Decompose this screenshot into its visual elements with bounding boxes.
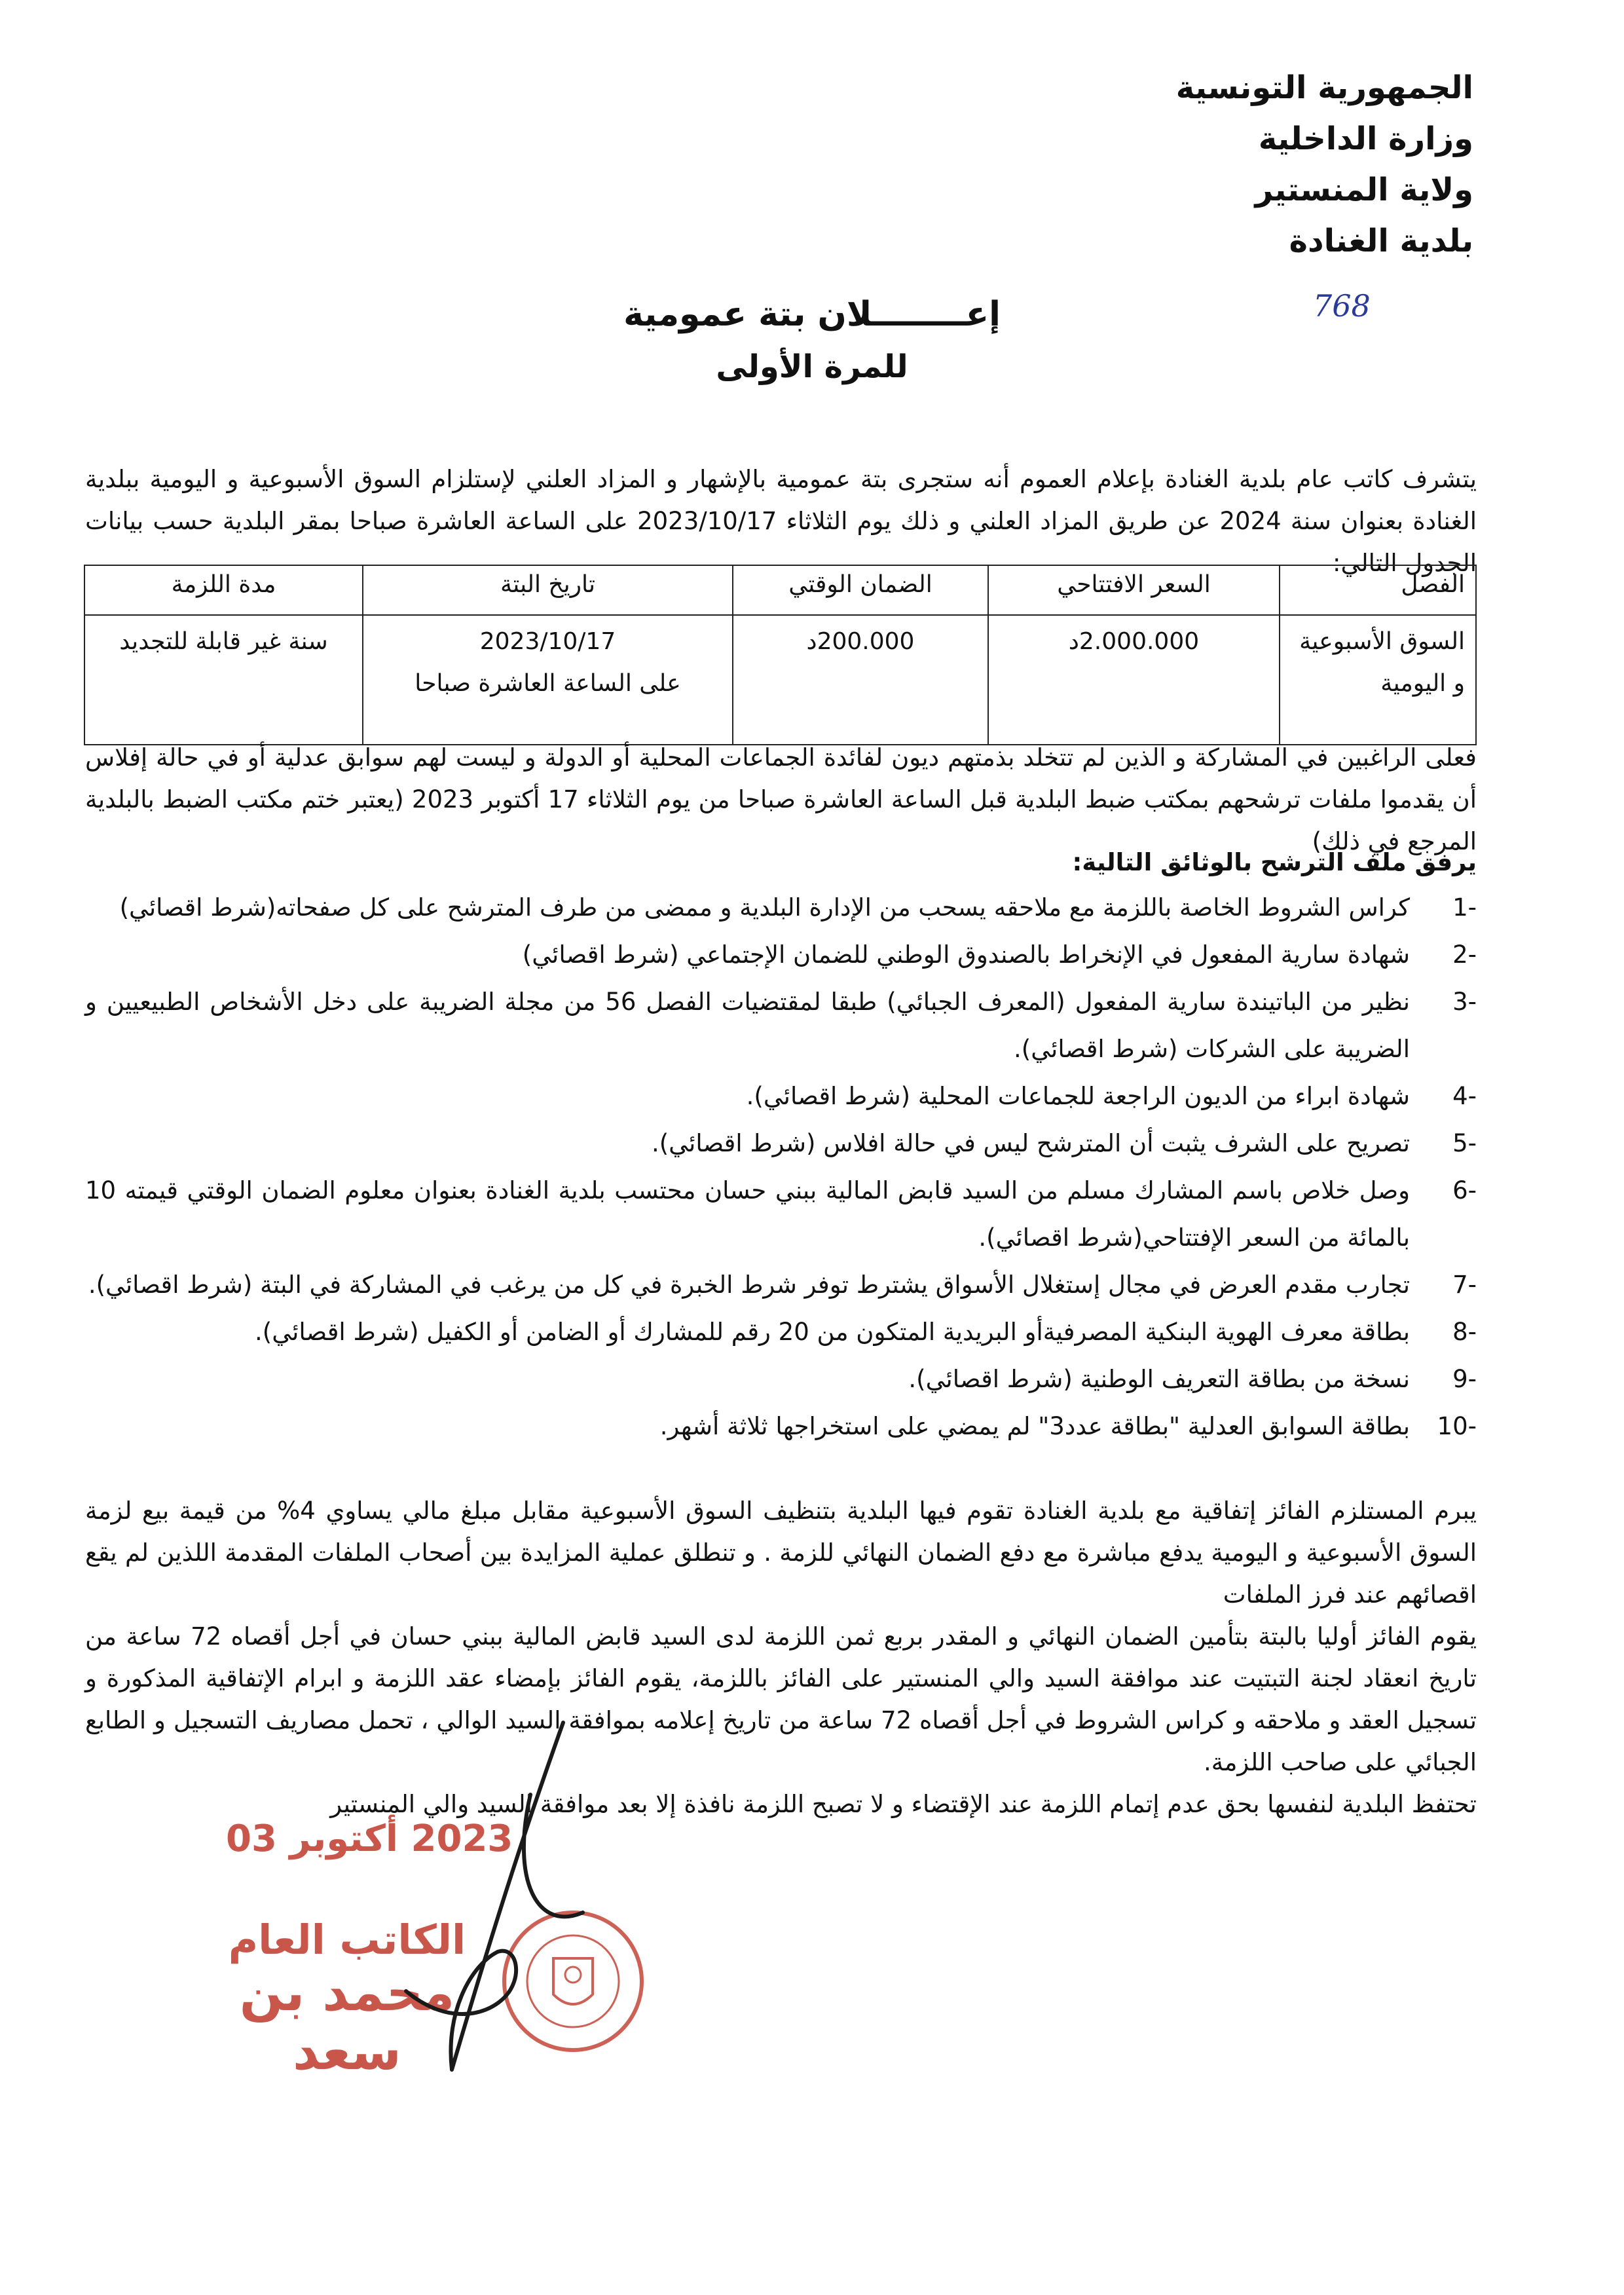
list-item — [85, 1073, 1477, 1120]
header-deposit: الضمان الوقتي — [733, 565, 988, 615]
item-number: -2 — [1452, 941, 1477, 969]
cell-item: السوق الأسبوعية و اليومية — [1280, 615, 1476, 745]
header-duration: مدة اللزمة — [84, 565, 363, 615]
auction-table — [84, 565, 1477, 745]
list-item — [85, 884, 1477, 931]
cell-duration: سنة غير قابلة للتجديد — [84, 615, 363, 745]
date-stamp: 2023 أكتوبر 03 — [226, 1818, 513, 1860]
handwritten-signature-icon — [367, 1716, 616, 2083]
item-number: -8 — [1452, 1318, 1477, 1346]
item-number: -3 — [1452, 988, 1477, 1016]
item-text: نظير من الباتيندة سارية المفعول (المعرف الجبائي) طبقا لمقتضيات الفصل 56 من مجلة الضريبة على دخل الأشخاص الطبيعيين و الضريبة على الشركات (شرط اقصائي). — [85, 988, 1410, 1063]
reservation-paragraph: تحتفظ البلدية لنفسها بحق عدم إتمام اللزمة عند الإقتضاء و لا تصبح اللزمة نافذة إلا بعد موافقة السيد والي المنستير — [330, 1790, 1477, 1818]
item-text: شهادة سارية المفعول في الإنخراط بالصندوق الوطني للضمان الإجتماعي (شرط اقصائي) — [522, 941, 1410, 969]
eligibility-paragraph: فعلى الراغبين في المشاركة و الذين لم تتخلد بذمتهم ديون لفائدة الجماعات المحلية أو الدولة و ليست لهم سوابق عدلية أو في حالة إفلاس أن يقدموا ملفات ترشحهم بمكتب ضبط البلدية قبل الساعة العاشرة صباحا من يوم الثلاثاء 17 أكتوبر 2023 (يعتبر ختم مكتب الضبط بالبلدية المرجع في ذلك) — [85, 743, 1477, 855]
header-item: الفصل — [1280, 565, 1476, 615]
list-item — [85, 931, 1477, 979]
letterhead — [1133, 62, 1473, 267]
required-documents-list — [85, 884, 1477, 1450]
signatory-title: الكاتب العام — [228, 1916, 466, 1964]
item-text: وصل خلاص باسم المشارك مسلم من السيد قابض المالية ببني حسان محتسب بلدية الغنادة بعنوان معلوم الضمان الوقتي قيمته 10 بالمائة من السعر الإفتتاحي(شرط اقصائي). — [85, 1176, 1410, 1252]
reference-number: 768 — [1313, 288, 1371, 324]
announcement-title — [0, 288, 1624, 393]
list-item — [85, 1167, 1477, 1261]
item-text: تجارب مقدم العرض في مجال إستغلال الأسواق يشترط توفر شرط الخبرة في كل من يرغب في المشاركة في البتة (شرط اقصائي). — [88, 1271, 1410, 1299]
item-number: -1 — [1452, 893, 1477, 922]
ministry-name: وزارة الداخلية — [1258, 121, 1473, 157]
title-sub: للمرة الأولى — [716, 348, 908, 385]
title-main: إعــــــــلان بتة عمومية — [623, 295, 1001, 334]
item-number: -4 — [1452, 1082, 1477, 1110]
country-name: الجمهورية التونسية — [1175, 69, 1473, 106]
table-header-row — [84, 565, 1476, 615]
item-number: -7 — [1452, 1271, 1477, 1299]
item-text: بطاقة معرف الهوية البنكية المصرفيةأو البريدية المتكون من 20 رقم للمشارك أو الضامن أو الكفيل (شرط اقصائي). — [255, 1318, 1410, 1346]
cleaning-agreement-paragraph: يبرم المستلزم الفائز إتفاقية مع بلدية الغنادة تقوم فيها البلدية بتنظيف السوق الأسبوعية مقابل مبلغ مالي يساوي 4% من قيمة بيع لزمة السوق الأسبوعية و اليومية يدفع مباشرة مع دفع الضمان النهائي للزمة . و تنطلق عملية المزايدة بين أصحاب الملفات المقدمة اللذين لم يقع اقصائهم عند فرز الملفات — [85, 1497, 1477, 1609]
table-row — [84, 615, 1476, 745]
governorate-name: ولاية المنستير — [1255, 172, 1473, 208]
auction-date: 2023/10/17 — [479, 628, 616, 655]
auction-time: على الساعة العاشرة صباحا — [415, 670, 681, 697]
item-number: -9 — [1452, 1365, 1477, 1393]
list-item — [85, 1356, 1477, 1403]
list-item — [85, 979, 1477, 1073]
item-text: كراس الشروط الخاصة باللزمة مع ملاحقه يسحب من الإدارة البلدية و ممضى من طرف المترشح على كل صفحاته(شرط اقصائي) — [119, 893, 1410, 922]
intro-paragraph: يتشرف كاتب عام بلدية الغنادة بإعلام العموم أنه ستجرى بتة عمومية بالإشهار و المزاد العلني لإستلزام السوق الأسبوعية و اليومية ببلدية الغنادة بعنوان سنة 2024 عن طريق المزاد العلني و ذلك يوم الثلاثاء 2023/10/17 على الساعة العاشرة صباحا بمقر البلدية حسب بيانات الجدول التالي: — [85, 465, 1477, 577]
list-item — [85, 1309, 1477, 1356]
cell-auction-date — [363, 615, 733, 745]
item-number: -5 — [1452, 1129, 1477, 1157]
attachments-intro: يرفق ملف الترشح بالوثائق التالية: — [1072, 848, 1477, 876]
item-number: -6 — [1452, 1176, 1477, 1204]
item-number: -10 — [1437, 1412, 1477, 1440]
list-item — [85, 1261, 1477, 1309]
item-text: شهادة ابراء من الديون الراجعة للجماعات المحلية (شرط اقصائي). — [746, 1082, 1410, 1110]
municipality-name: بلدية الغنادة — [1289, 223, 1473, 259]
list-item — [85, 1403, 1477, 1450]
header-auction-date: تاريخ البتة — [363, 565, 733, 615]
item-text: بطاقة السوابق العدلية "بطاقة عدد3" لم يمضي على استخراجها ثلاثة أشهر. — [659, 1412, 1410, 1440]
item-text: نسخة من بطاقة التعريف الوطنية (شرط اقصائي). — [908, 1365, 1410, 1393]
item-text: تصريح على الشرف يثبت أن المترشح ليس في حالة افلاس (شرط اقصائي). — [651, 1129, 1410, 1157]
signatory-name: محمد بن سعد — [239, 1964, 455, 2081]
header-opening-price: السعر الافتتاحي — [988, 565, 1280, 615]
final-clauses — [85, 1490, 1477, 1825]
cell-deposit: 200.000د — [733, 615, 988, 745]
final-guarantee-paragraph: يقوم الفائز أوليا بالبتة بتأمين الضمان النهائي و المقدر بربع ثمن اللزمة لدى السيد قابض المالية ببني حسان في أجل أقصاه 72 ساعة من تاريخ انعقاد لجنة التبتيت عند موافقة السيد والي المنستير على الفائز باللزمة، يقوم الفائز بإمضاء عقد اللزمة و ابرام الإتفاقية المذكورة و تسجيل العقد و ملاحقه و كراس الشروط في أجل أقصاه 72 ساعة من تاريخ إعلامه بموافقة السيد الوالي ، تحمل مصاريف التسجيل و الطابع الجبائي على صاحب اللزمة. — [85, 1622, 1477, 1776]
cell-opening-price: 2.000.000د — [988, 615, 1280, 745]
list-item — [85, 1120, 1477, 1167]
